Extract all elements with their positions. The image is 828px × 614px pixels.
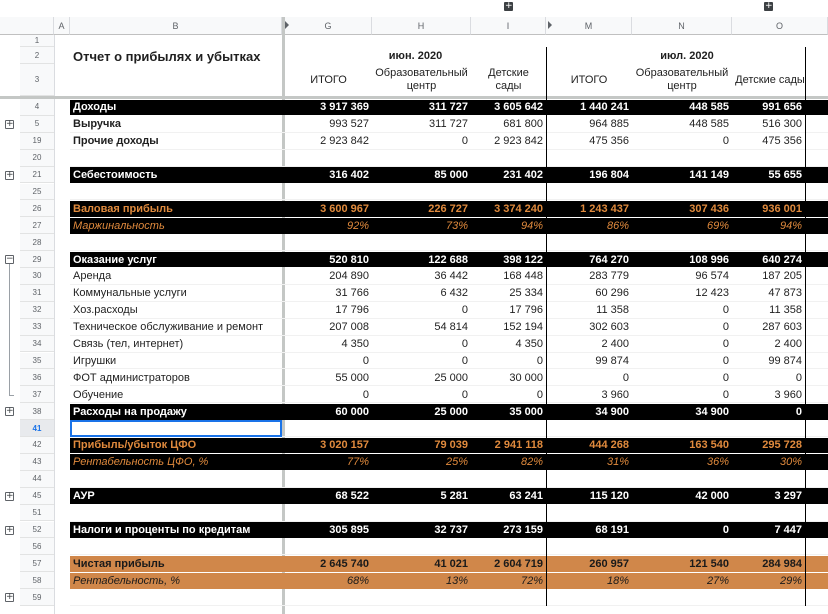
period-header-june: июн. 2020 [388,49,443,62]
value-cell[interactable] [285,150,372,167]
value-cell[interactable]: 3 020 157 [320,439,369,452]
column-header-m[interactable]: M [546,17,632,35]
row-label[interactable]: Выручка [73,118,122,131]
row-number[interactable]: 58 [20,572,54,589]
value-cell[interactable]: 764 270 [589,253,629,266]
value-cell[interactable]: 2 604 719 [494,557,543,570]
row-label[interactable]: Рентабельность ЦФО, % [73,456,209,469]
subheader-edu-center-text: Образовательный центр [635,67,729,92]
value-cell[interactable]: 964 885 [589,118,629,131]
value-cell[interactable]: 302 603 [589,321,629,334]
value-cell[interactable]: 108 996 [689,253,729,266]
value-cell[interactable]: 284 984 [762,557,802,570]
value-cell[interactable] [546,150,632,167]
value-cell[interactable] [372,589,471,606]
row-label[interactable]: ФОТ администраторов [73,371,190,384]
row-label[interactable] [70,538,282,555]
expand-column-group-icon[interactable]: + [505,1,513,11]
value-cell[interactable] [471,420,546,437]
period-header-july: июл. 2020 [660,49,714,62]
value-cell[interactable]: 18% [606,574,629,587]
value-cell[interactable]: 92% [346,219,369,232]
row-label[interactable]: Доходы [73,101,117,114]
value-cell[interactable] [632,184,732,201]
value-cell[interactable]: 0 [362,388,369,401]
row-label[interactable]: Хоз.расходы [73,304,138,317]
row-label[interactable]: Себестоимость [73,169,158,182]
row-label[interactable]: Чистая прибыль [73,557,165,570]
value-cell[interactable] [285,184,372,201]
value-cell[interactable]: 2 645 740 [320,557,369,570]
row-label[interactable] [70,471,282,488]
value-cell[interactable]: 25 334 [509,287,543,300]
value-cell[interactable] [632,234,732,251]
column-header-b[interactable]: B [70,17,282,35]
value-cell[interactable]: 2 923 842 [494,135,543,148]
value-cell[interactable]: 0 [722,371,729,384]
value-cell[interactable] [471,505,546,522]
value-cell[interactable]: 42 000 [695,490,729,503]
value-cell[interactable]: 0 [722,523,729,536]
value-cell[interactable]: 3 960 [601,388,629,401]
row-label[interactable] [70,589,282,606]
row-number[interactable]: 44 [20,471,54,488]
value-cell[interactable]: 3 605 642 [494,101,543,114]
row-label[interactable]: Налоги и проценты по кредитам [73,523,251,536]
row-label[interactable]: Прочие доходы [73,135,159,148]
value-cell[interactable]: 3 960 [774,388,802,401]
value-cell[interactable] [546,589,632,606]
value-cell[interactable]: 72% [520,574,543,587]
value-cell[interactable]: 79 039 [434,439,468,452]
select-all-corner[interactable] [0,17,54,35]
value-cell[interactable]: 475 356 [762,135,802,148]
expand-column-group-icon[interactable]: + [765,1,773,11]
value-cell[interactable] [732,420,805,437]
row-number[interactable]: 1 [20,35,54,47]
value-cell[interactable] [285,420,372,437]
value-cell[interactable]: 34 900 [595,405,629,418]
value-cell[interactable]: 0 [722,135,729,148]
value-cell[interactable]: 85 000 [434,169,468,182]
row-number[interactable]: 43 [20,454,54,471]
value-cell[interactable]: 444 268 [589,439,629,452]
value-cell[interactable]: 94% [520,219,543,232]
value-cell[interactable]: 55 000 [335,371,369,384]
row-label[interactable] [70,234,282,251]
row-label[interactable]: Прибыль/убыток ЦФО [73,439,197,452]
value-cell[interactable]: 31 766 [335,287,369,300]
row-label[interactable]: Техническое обслуживание и ремонт [73,321,264,334]
row-label[interactable]: Рентабельность, % [73,574,180,587]
value-cell[interactable]: 3 374 240 [494,202,543,215]
value-cell[interactable]: 0 [722,321,729,334]
value-cell[interactable]: 3 297 [774,490,802,503]
value-cell[interactable] [471,471,546,488]
row-number[interactable]: 36 [20,369,54,386]
value-cell[interactable]: 1 243 437 [580,202,629,215]
value-cell[interactable]: 991 656 [762,101,802,114]
row-number[interactable]: 37 [20,386,54,403]
value-cell[interactable]: 3 917 369 [320,101,369,114]
subheader-total: ИТОГО [570,74,608,86]
value-cell[interactable] [471,184,546,201]
value-cell[interactable]: 260 957 [589,557,629,570]
row-number[interactable]: 35 [20,353,54,370]
value-cell[interactable]: 398 122 [503,253,543,266]
value-cell[interactable] [546,505,632,522]
subheader-edu-center [372,64,471,96]
column-header-g[interactable]: G [285,17,372,35]
row-label[interactable]: Обучение [73,388,124,401]
value-cell[interactable]: 122 688 [428,253,468,266]
row-group-bracket [9,263,10,395]
value-cell[interactable]: 163 540 [689,439,729,452]
value-cell[interactable]: 25 000 [434,405,468,418]
value-cell[interactable] [632,538,732,555]
value-cell[interactable] [471,150,546,167]
value-cell[interactable]: 2 400 [601,338,629,351]
value-cell[interactable]: 63 241 [509,490,543,503]
column-group-marker-icon[interactable] [548,21,552,29]
value-cell[interactable]: 4 350 [515,338,543,351]
value-cell[interactable] [632,505,732,522]
value-cell[interactable]: 168 448 [503,270,543,283]
value-cell[interactable] [546,184,632,201]
value-cell[interactable] [632,589,732,606]
value-cell[interactable] [285,505,372,522]
value-cell[interactable] [632,150,732,167]
value-cell[interactable]: 29% [779,574,802,587]
column-group-marker-icon[interactable] [285,21,289,29]
value-cell[interactable] [285,234,372,251]
value-cell[interactable]: 94% [779,219,802,232]
value-cell[interactable]: 0 [536,354,543,367]
subheader-total: ИТОГО [310,74,347,86]
expand-group-icon[interactable]: + [6,490,14,501]
expand-group-icon[interactable]: + [6,592,14,603]
value-cell[interactable]: 305 895 [329,523,369,536]
period-separator [546,47,547,606]
row-number[interactable]: 29 [20,251,54,268]
value-cell[interactable]: 993 527 [329,118,369,131]
value-cell[interactable]: 96 574 [695,270,729,283]
value-cell[interactable]: 86% [606,219,629,232]
value-cell[interactable]: 448 585 [689,101,729,114]
row-label[interactable]: Валовая прибыль [73,202,173,215]
row-gutter-line [54,35,55,614]
value-cell[interactable] [372,150,471,167]
selected-cell[interactable] [70,420,282,437]
value-cell[interactable] [285,538,372,555]
value-cell[interactable]: 68 191 [595,523,629,536]
expand-group-icon[interactable]: + [6,169,14,180]
value-cell[interactable] [372,505,471,522]
column-header-o[interactable]: O [732,17,828,35]
row-number[interactable]: 27 [20,217,54,234]
value-cell[interactable]: 475 356 [589,135,629,148]
value-cell[interactable]: 60 000 [335,405,369,418]
value-cell[interactable] [732,505,805,522]
value-cell[interactable]: 69% [706,219,729,232]
value-cell[interactable] [546,234,632,251]
value-cell[interactable]: 82% [520,456,543,469]
row-number[interactable]: 3 [20,64,54,96]
value-cell[interactable]: 307 436 [689,202,729,215]
value-cell[interactable] [372,538,471,555]
column-header-n[interactable]: N [632,17,732,35]
value-cell[interactable]: 0 [362,354,369,367]
value-cell[interactable]: 311 727 [429,118,468,131]
value-cell[interactable]: 11 358 [769,304,802,317]
value-cell[interactable]: 141 149 [689,169,729,182]
value-cell[interactable]: 41 021 [434,557,468,570]
value-cell[interactable] [732,589,805,606]
column-header-h[interactable]: H [372,17,471,35]
row-number[interactable]: 32 [20,302,54,319]
value-cell[interactable]: 121 540 [689,557,729,570]
value-cell[interactable]: 0 [461,304,468,317]
value-cell[interactable]: 115 120 [589,490,629,503]
value-cell[interactable] [285,471,372,488]
value-cell[interactable]: 73% [445,219,468,232]
value-cell[interactable]: 273 159 [503,523,543,536]
row-label[interactable]: АУР [73,490,95,503]
value-cell[interactable]: 681 800 [503,118,543,131]
value-cell[interactable]: 27% [706,574,729,587]
value-cell[interactable]: 77% [346,456,369,469]
row-label[interactable] [70,505,282,522]
value-cell[interactable]: 0 [461,338,468,351]
value-cell[interactable]: 99 874 [595,354,629,367]
value-cell[interactable] [285,589,372,606]
value-cell[interactable]: 936 001 [762,202,802,215]
value-cell[interactable]: 231 402 [503,169,543,182]
value-cell[interactable]: 68% [346,574,369,587]
row-group-bracket-end [9,395,14,396]
row-label[interactable]: Расходы на продажу [73,405,187,418]
value-cell[interactable]: 287 603 [762,321,802,334]
value-cell[interactable]: 311 727 [428,101,468,114]
row-label[interactable]: Аренда [73,270,112,283]
value-cell[interactable] [732,184,805,201]
value-cell[interactable]: 4 350 [341,338,369,351]
column-header-a[interactable]: A [54,17,70,35]
value-cell[interactable]: 5 281 [440,490,468,503]
subheader-edu-center [632,64,732,96]
value-cell[interactable]: 152 194 [503,321,543,334]
value-cell[interactable] [372,420,471,437]
value-cell[interactable]: 34 900 [695,405,729,418]
subheader-kindergartens-text: Детские сады [488,67,529,92]
value-cell[interactable]: 31% [606,456,629,469]
row-number[interactable]: 25 [20,184,54,201]
value-cell[interactable] [632,471,732,488]
value-cell[interactable] [372,471,471,488]
value-cell[interactable]: 36 442 [434,270,468,283]
subheader-kindergartens-text: Детские сады [735,73,805,86]
value-cell[interactable]: 13% [445,574,468,587]
collapse-group-icon[interactable]: − [6,254,14,265]
value-cell[interactable]: 35 000 [509,405,543,418]
value-cell[interactable]: 17 796 [509,304,543,317]
row-number[interactable]: 20 [20,150,54,167]
row-number[interactable]: 56 [20,538,54,555]
value-cell[interactable] [632,420,732,437]
row-number[interactable]: 28 [20,234,54,251]
row-number[interactable]: 26 [20,200,54,217]
value-cell[interactable]: 47 873 [768,287,802,300]
value-cell[interactable]: 60 296 [595,287,629,300]
row-label[interactable]: Игрушки [73,354,117,367]
value-cell[interactable]: 295 728 [762,439,802,452]
subheader-kindergartens [471,64,546,96]
row-number[interactable]: 42 [20,437,54,454]
subheader-edu-center-text: Образовательный центр [375,67,468,92]
value-cell[interactable]: 207 008 [329,321,369,334]
value-cell[interactable] [546,420,632,437]
value-cell[interactable] [471,234,546,251]
value-cell[interactable]: 0 [722,388,729,401]
row-label[interactable]: Оказание услуг [73,253,157,266]
value-cell[interactable]: 25% [445,456,468,469]
row-number[interactable]: 45 [20,488,54,505]
expand-group-icon[interactable]: + [6,406,14,417]
row-label[interactable]: Связь (тел, интернет) [73,338,184,351]
row-number[interactable]: 34 [20,336,54,353]
value-cell[interactable]: 0 [795,405,802,418]
row-number[interactable]: 2 [20,47,54,64]
value-cell[interactable]: 226 727 [428,202,468,215]
value-cell[interactable]: 0 [461,135,468,148]
page-title: Отчет о прибылях и убытках [73,48,261,64]
row-label[interactable] [70,184,282,201]
value-cell[interactable]: 32 737 [434,523,468,536]
value-cell[interactable] [546,538,632,555]
value-cell[interactable] [372,184,471,201]
column-header-i[interactable]: I [471,17,546,35]
value-cell[interactable]: 2 400 [774,338,802,351]
value-cell[interactable]: 3 600 967 [320,202,369,215]
row-number[interactable]: 4 [20,99,54,116]
value-cell[interactable]: 36% [706,456,729,469]
value-cell[interactable] [471,538,546,555]
row-number[interactable]: 19 [20,133,54,150]
value-cell[interactable]: 204 890 [329,270,369,283]
value-cell[interactable]: 0 [536,388,543,401]
value-cell[interactable]: 11 358 [596,304,629,317]
value-cell[interactable]: 0 [622,371,629,384]
value-cell[interactable] [471,589,546,606]
value-cell[interactable]: 196 804 [589,169,629,182]
row-number[interactable]: 52 [20,522,54,539]
value-cell[interactable]: 0 [795,371,802,384]
row-number[interactable]: 31 [20,285,54,302]
value-cell[interactable]: 12 423 [695,287,729,300]
expand-group-icon[interactable]: + [6,118,14,129]
value-cell[interactable] [732,150,805,167]
value-cell[interactable]: 6 432 [440,287,468,300]
row-number[interactable]: 38 [20,403,54,420]
value-cell[interactable]: 448 585 [689,118,729,131]
value-cell[interactable] [732,471,805,488]
value-cell[interactable]: 0 [461,388,468,401]
value-cell[interactable]: 0 [722,304,729,317]
period-separator [805,47,806,606]
value-cell[interactable]: 30 000 [509,371,543,384]
row-number[interactable]: 41 [20,420,54,437]
value-cell[interactable]: 0 [722,354,729,367]
row-number[interactable]: 33 [20,319,54,336]
value-cell[interactable]: 0 [461,354,468,367]
row-number[interactable]: 21 [20,167,54,184]
value-cell[interactable]: 25 000 [434,371,468,384]
row-label[interactable]: Коммунальные услуги [73,287,187,300]
row-number[interactable]: 30 [20,268,54,285]
row-number[interactable]: 57 [20,555,54,572]
value-cell[interactable]: 2 941 118 [494,439,543,452]
value-cell[interactable]: 99 874 [768,354,802,367]
row-number[interactable]: 5 [20,116,54,133]
value-cell[interactable]: 187 205 [762,270,802,283]
value-cell[interactable]: 1 440 241 [580,101,629,114]
value-cell[interactable] [732,234,805,251]
value-cell[interactable]: 68 522 [335,490,369,503]
value-cell[interactable] [372,234,471,251]
value-cell[interactable]: 2 923 842 [320,135,369,148]
expand-group-icon[interactable]: + [6,524,14,535]
value-cell[interactable] [546,471,632,488]
row-number[interactable]: 59 [20,589,54,606]
value-cell[interactable]: 0 [722,338,729,351]
value-cell[interactable]: 30% [779,456,802,469]
row-label[interactable] [70,150,282,167]
value-cell[interactable]: 17 796 [335,304,369,317]
row-number[interactable]: 51 [20,505,54,522]
value-cell[interactable]: 640 274 [762,253,802,266]
row-label[interactable]: Маржинальность [73,219,165,232]
value-cell[interactable]: 316 402 [329,169,369,182]
value-cell[interactable]: 55 655 [768,169,802,182]
value-cell[interactable]: 7 447 [774,523,802,536]
value-cell[interactable]: 54 814 [434,321,468,334]
value-cell[interactable]: 516 300 [762,118,802,131]
value-cell[interactable]: 283 779 [589,270,629,283]
subheader-kindergartens [732,64,808,96]
value-cell[interactable] [732,538,805,555]
value-cell[interactable]: 520 810 [329,253,369,266]
